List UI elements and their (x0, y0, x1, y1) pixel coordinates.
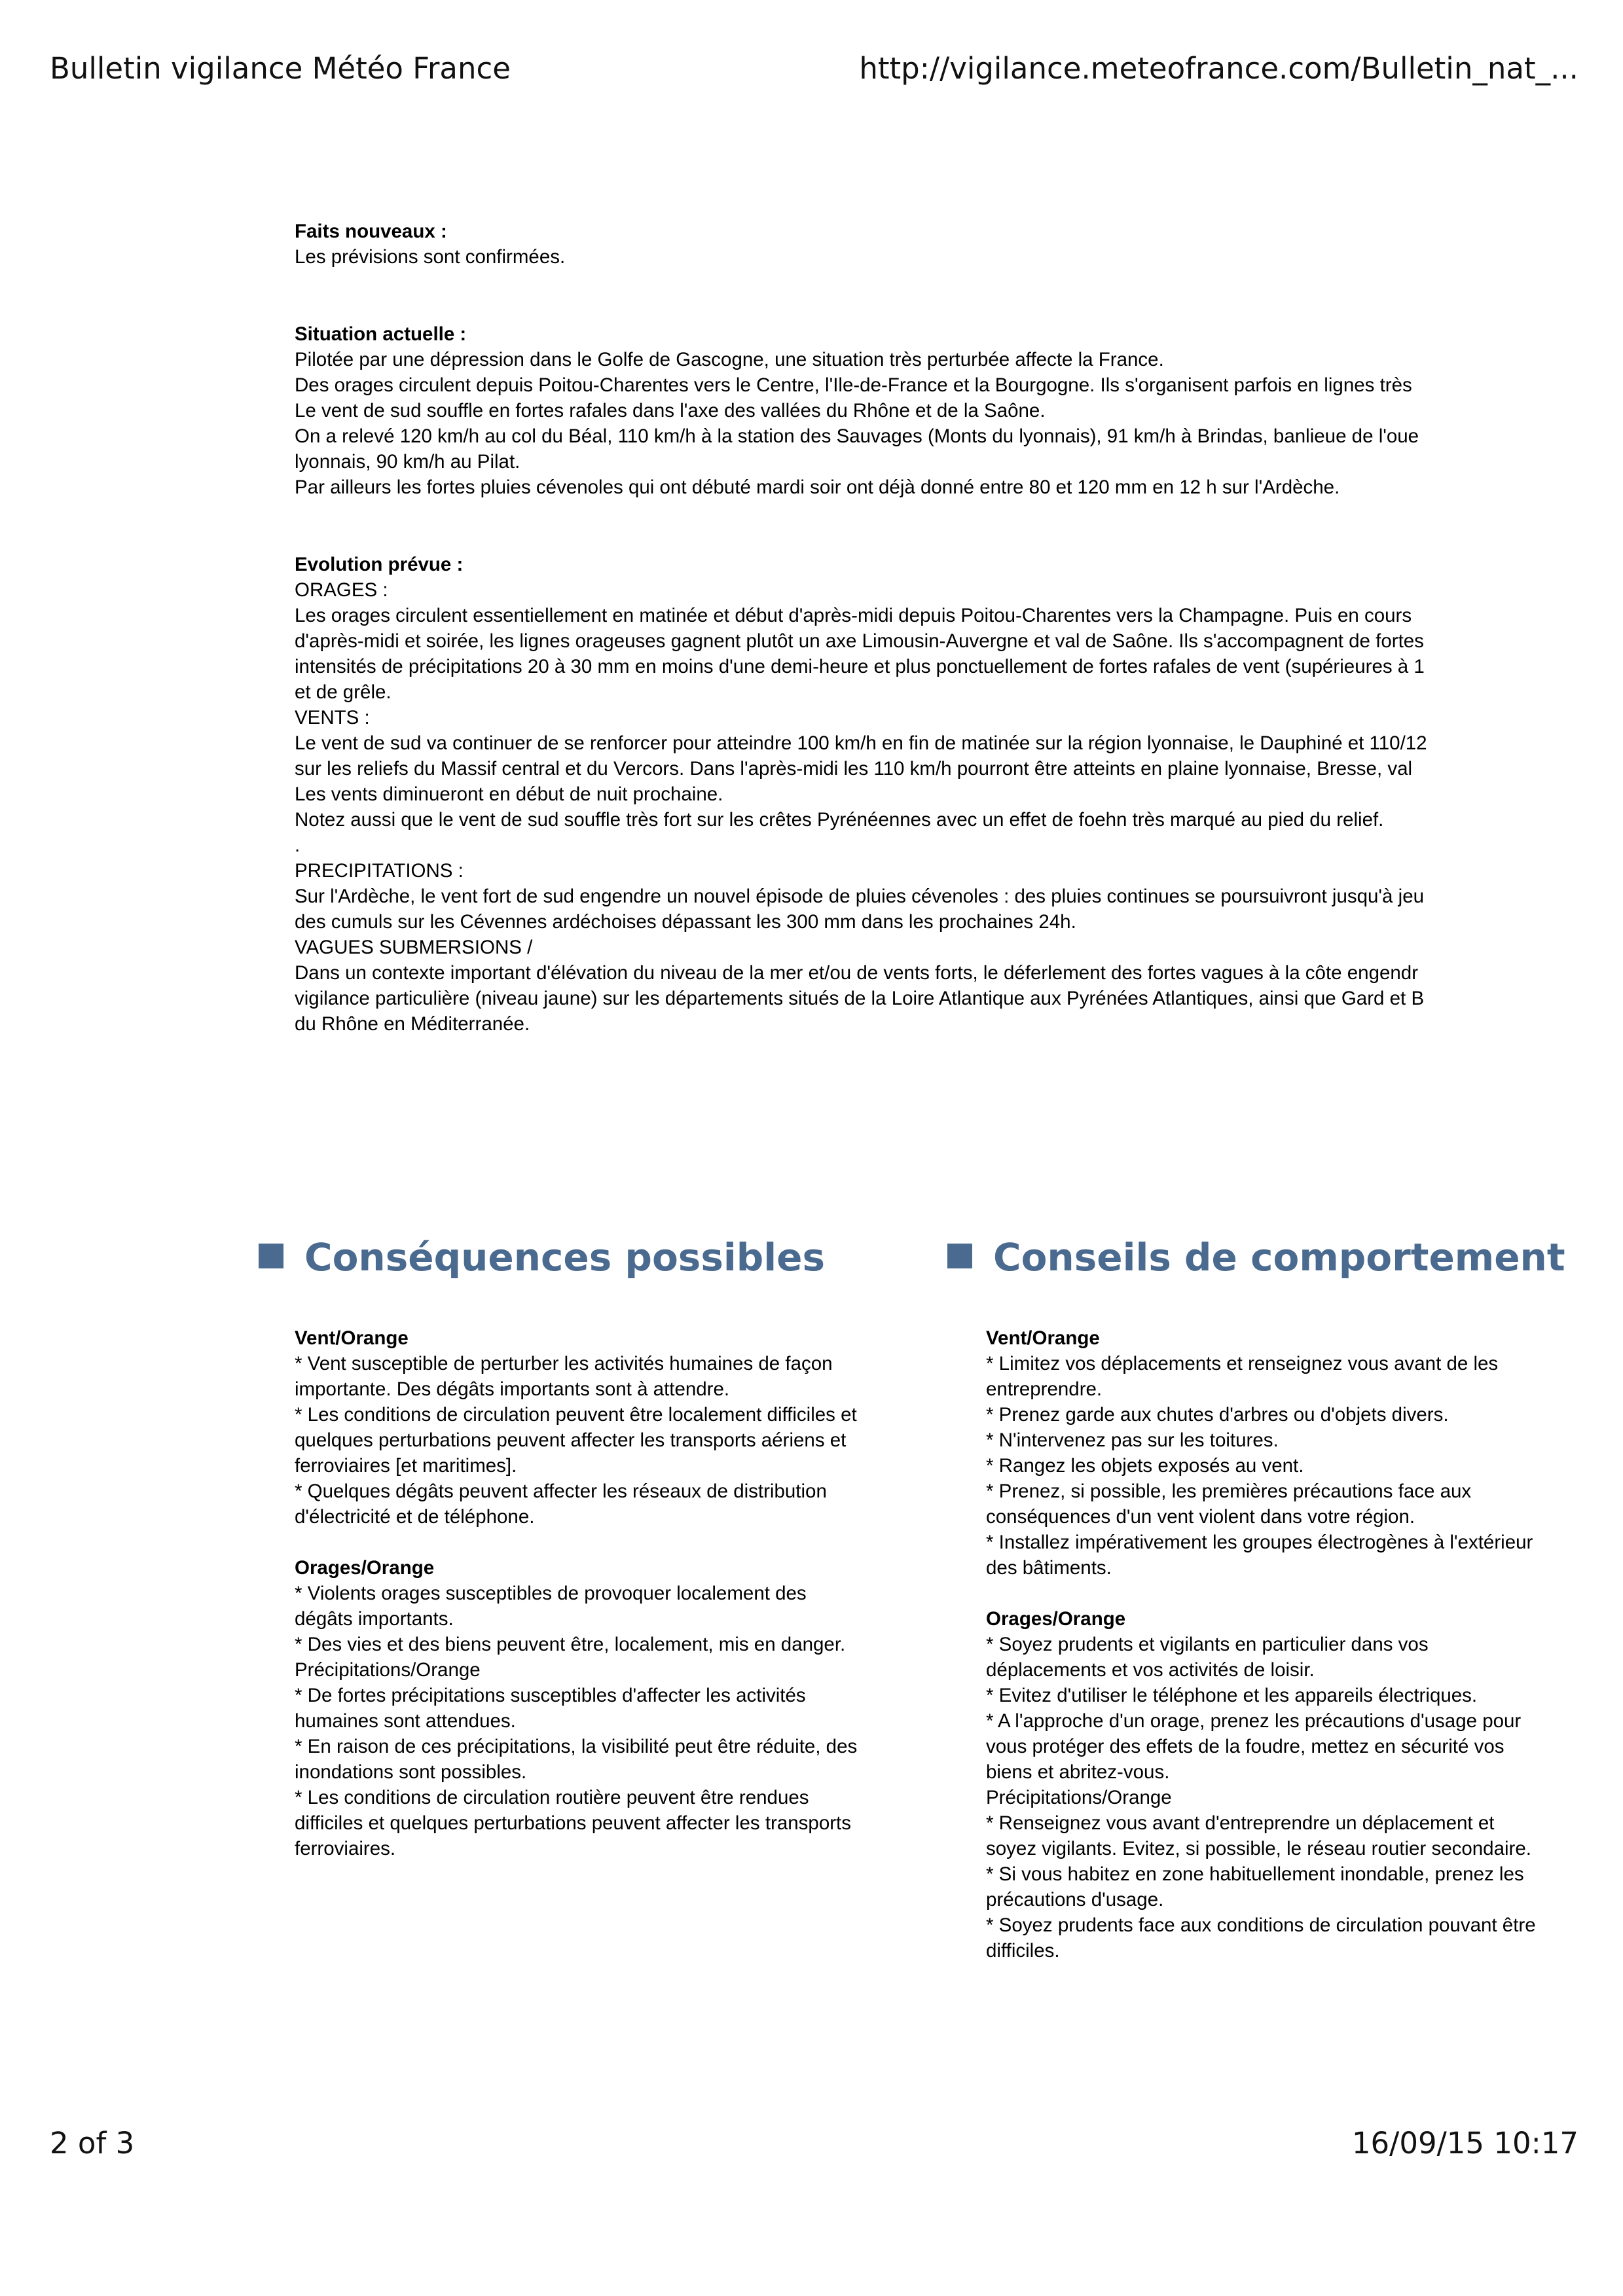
text-line: des bâtiments. (986, 1557, 1112, 1579)
subsection-body (986, 1632, 1536, 1964)
text-line: ferroviaires. (295, 1838, 396, 1859)
text-line: Le vent de sud va continuer de se renforcer pour atteindre 100 km/h en fin de matinée sur la région lyonnaise, le Dauphiné et 110/12 (295, 732, 1427, 754)
text-line: ferroviaires [et maritimes]. (295, 1455, 517, 1477)
text-line: Par ailleurs les fortes pluies cévenoles qui ont débuté mardi soir ont déjà donné entre 80 et 120 mm en 12 h sur l'Ardèche. (295, 476, 1340, 498)
text-line: biens et abritez-vous. (986, 1761, 1170, 1783)
text-line: On a relevé 120 km/h au col du Béal, 110 km/h à la station des Sauvages (Monts du lyonnais), 91 km/h à Brindas, banlieue de l'oue (295, 425, 1419, 447)
text-line: lyonnais, 90 km/h au Pilat. (295, 451, 520, 473)
subsection-heading: Orages/Orange (295, 1557, 435, 1579)
subsection-heading: Vent/Orange (295, 1327, 409, 1349)
browser-footer-page: 2 of 3 (50, 2126, 135, 2161)
text-line: précautions d'usage. (986, 1889, 1164, 1910)
square-bullet-icon (947, 1244, 972, 1268)
text-line: d'électricité et de téléphone. (295, 1506, 535, 1528)
text-line: Sur l'Ardèche, le vent fort de sud engendre un nouvel épisode de pluies cévenoles : des pluies continues se poursuivront jusqu'à jeu (295, 886, 1425, 907)
text-line: * Violents orages susceptibles de provoquer localement des (295, 1583, 807, 1604)
text-line: * Limitez vos déplacements et renseignez vous avant de les (986, 1353, 1499, 1374)
text-line: * Renseignez vous avant d'entreprendre un déplacement et (986, 1812, 1495, 1834)
consequences-title (259, 1235, 913, 1294)
spacer (986, 1581, 1484, 1606)
text-line: Dans un contexte important d'élévation du niveau de la mer et/ou de vents forts, le déferlement des fortes vagues à la côte engendr (295, 962, 1419, 984)
text-line: . (295, 834, 301, 856)
text-line: d'après-midi et soirée, les lignes orageuses gagnent plutôt un axe Limousin-Auvergne et val de Saône. Ils s'accompagnent de fortes (295, 630, 1424, 652)
text-line: Notez aussi que le vent de sud souffle très fort sur les crêtes Pyrénéennes avec un effet de foehn très marqué au pied du relief. (295, 809, 1384, 831)
text-line: humaines sont attendues. (295, 1710, 516, 1732)
consequences-column (295, 1325, 897, 2045)
text-line: vigilance particulière (niveau jaune) sur les départements situés de la Loire Atlantique aux Pyrénées Atlantiques, ainsi que Gard et B (295, 988, 1425, 1009)
text-line: * Des vies et des biens peuvent être, localement, mis en danger. (295, 1634, 846, 1655)
text-line: VENTS : (295, 707, 370, 728)
conseils-title (947, 1235, 1565, 1294)
text-line: Les vents diminueront en début de nuit prochaine. (295, 783, 723, 805)
text-line: Le vent de sud souffle en fortes rafales dans l'axe des vallées du Rhône et de la Saône. (295, 400, 1046, 422)
text-line: Des orages circulent depuis Poitou-Charentes vers le Centre, l'Ile-de-France et la Bourgogne. Ils s'organisent parfois en lignes très (295, 374, 1412, 396)
text-line: inondations sont possibles. (295, 1761, 527, 1783)
text-line: * En raison de ces précipitations, la visibilité peut être réduite, des (295, 1736, 858, 1757)
section-faits-nouveaux (295, 219, 1484, 270)
section-body (295, 244, 1484, 270)
text-line: * Si vous habitez en zone habituellement inondable, prenez les (986, 1863, 1524, 1885)
text-line: sur les reliefs du Massif central et du Vercors. Dans l'après-midi les 110 km/h pourront être atteints en plaine lyonnaise, Bresse, val (295, 758, 1413, 780)
subsection-heading: Vent/Orange (986, 1327, 1100, 1349)
text-line: déplacements et vos activités de loisir. (986, 1659, 1315, 1681)
text-line: Précipitations/Orange (986, 1787, 1172, 1808)
text-line: * Vent susceptible de perturber les activités humaines de façon (295, 1353, 833, 1374)
text-line: * Quelques dégâts peuvent affecter les réseaux de distribution (295, 1480, 827, 1502)
text-line: ORAGES : (295, 579, 388, 601)
conseils-title-text: Conseils de comportement (993, 1235, 1565, 1280)
text-line: * Les conditions de circulation routière peuvent être rendues (295, 1787, 809, 1808)
text-line: * De fortes précipitations susceptibles d'affecter les activités (295, 1685, 806, 1706)
text-line: dégâts importants. (295, 1608, 454, 1630)
text-line: intensités de précipitations 20 à 30 mm en moins d'une demi-heure et plus ponctuellement de fortes rafales de vent (supérieures à 1 (295, 656, 1425, 677)
text-line: * Soyez prudents et vigilants en particulier dans vos (986, 1634, 1429, 1655)
browser-header-url: http://vigilance.meteofrance.com/Bulletin_nat_... (859, 51, 1578, 86)
text-line: entreprendre. (986, 1378, 1103, 1400)
text-line: des cumuls sur les Cévennes ardéchoises dépassant les 300 mm dans les prochaines 24h. (295, 911, 1076, 933)
text-line: * A l'approche d'un orage, prenez les précautions d'usage pour (986, 1710, 1522, 1732)
text-line: * Evitez d'utiliser le téléphone et les appareils électriques. (986, 1685, 1478, 1706)
text-line: * Prenez garde aux chutes d'arbres ou d'objets divers. (986, 1404, 1449, 1426)
section-body (295, 577, 1484, 1037)
browser-footer-datetime: 16/09/15 10:17 (1351, 2126, 1578, 2161)
text-line: importante. Des dégâts importants sont à attendre. (295, 1378, 730, 1400)
text-line: * Les conditions de circulation peuvent être localement difficiles et (295, 1404, 857, 1426)
text-line: et de grêle. (295, 681, 392, 703)
square-bullet-icon (259, 1244, 283, 1268)
text-line: Les prévisions sont confirmées. (295, 246, 566, 268)
text-line: Pilotée par une dépression dans le Golfe de Gascogne, une situation très perturbée affecte la France. (295, 349, 1164, 370)
text-line: Les orages circulent essentiellement en matinée et début d'après-midi depuis Poitou-Charentes vers la Champagne. Puis en cours (295, 605, 1412, 626)
text-line: PRECIPITATIONS : (295, 860, 464, 882)
section-heading: Faits nouveaux : (295, 221, 447, 242)
spacer (295, 1530, 897, 1555)
text-line: soyez vigilants. Evitez, si possible, le réseau routier secondaire. (986, 1838, 1531, 1859)
text-line: * Prenez, si possible, les premières précautions face aux (986, 1480, 1472, 1502)
text-line: * N'intervenez pas sur les toitures. (986, 1429, 1279, 1451)
text-line: VAGUES SUBMERSIONS / (295, 937, 533, 958)
text-line: * Rangez les objets exposés au vent. (986, 1455, 1304, 1477)
subsection-heading: Orages/Orange (986, 1608, 1126, 1630)
text-line: difficiles et quelques perturbations peuvent affecter les transports (295, 1812, 851, 1834)
text-line: conséquences d'un vent violent dans votre région. (986, 1506, 1415, 1528)
consequences-title-text: Conséquences possibles (304, 1235, 825, 1280)
subsection-body (295, 1351, 897, 1530)
browser-header-title: Bulletin vigilance Météo France (50, 51, 511, 86)
text-line: difficiles. (986, 1940, 1060, 1962)
text-line: du Rhône en Méditerranée. (295, 1013, 530, 1035)
text-line: * Installez impérativement les groupes électrogènes à l'extérieur (986, 1532, 1533, 1553)
subsection-body (986, 1351, 1533, 1581)
bulletin-main (295, 219, 1484, 1043)
conseils-column (986, 1325, 1536, 2045)
section-body (295, 347, 1484, 500)
text-line: * Soyez prudents face aux conditions de circulation pouvant être (986, 1914, 1536, 1936)
section-heading: Evolution prévue : (295, 554, 464, 575)
subsection-body (295, 1581, 897, 1861)
section-heading: Situation actuelle : (295, 323, 467, 345)
text-line: quelques perturbations peuvent affecter les transports aériens et (295, 1429, 847, 1451)
section-evolution-prevue (295, 552, 1484, 1037)
text-line: vous protéger des effets de la foudre, mettez en sécurité vos (986, 1736, 1504, 1757)
text-line: Précipitations/Orange (295, 1659, 481, 1681)
section-situation-actuelle (295, 321, 1484, 500)
